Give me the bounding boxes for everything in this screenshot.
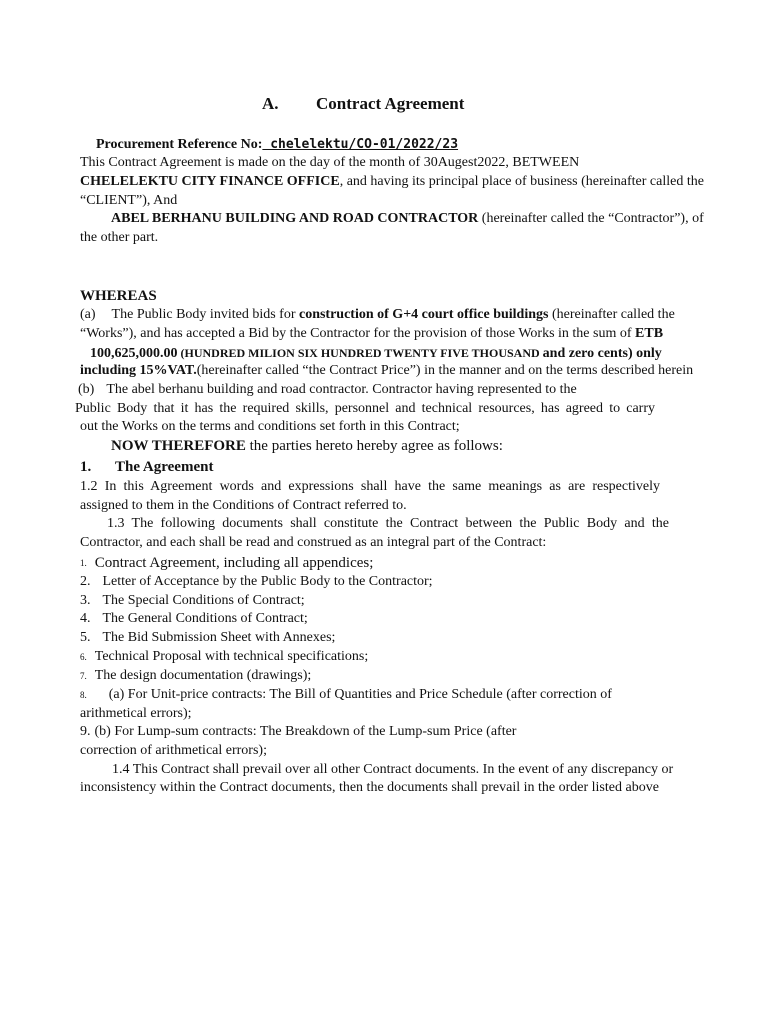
document-text: The General Conditions of Contract; xyxy=(102,611,308,626)
whereas-a-line-1 xyxy=(80,306,675,324)
section-1-title: The Agreement xyxy=(115,459,214,475)
whereas-a-line-3 xyxy=(90,344,662,363)
whereas-b-text: The abel berhanu building and road contractor. Contractor having represented to the xyxy=(106,382,577,397)
document-number: 8. xyxy=(80,690,87,700)
currency-label: ETB xyxy=(635,326,664,341)
document-text: The Bid Submission Sheet with Annexes; xyxy=(102,630,336,645)
document-number: 5. xyxy=(80,630,91,645)
contractor-name: ABEL BERHANU BUILDING AND ROAD CONTRACTOR xyxy=(111,211,479,226)
clause-1-3-line-2: Contractor, and each shall be read and construed as an integral part of the Contract: xyxy=(80,535,547,550)
section-1-number: 1. xyxy=(80,459,92,475)
contractor-line-rest: (hereinafter called the “Contractor”), of xyxy=(478,211,704,226)
document-text: The design documentation (drawings); xyxy=(94,668,312,683)
whereas-a-text-post: (hereinafter called the xyxy=(548,307,675,322)
client-line-rest: , and having its principal place of business (hereinafter called the xyxy=(339,174,704,189)
section-letter: A. xyxy=(262,94,279,113)
whereas-b-line-1 xyxy=(78,381,577,399)
intro-contractor-line xyxy=(111,210,704,228)
page-title: Contract Agreement xyxy=(316,94,465,113)
document-item-7 xyxy=(80,667,311,685)
contract-amount-words: (HUNDRED MILION SIX HUNDRED TWENTY FIVE THOUSAND xyxy=(177,346,543,360)
whereas-a-text: The Public Body invited bids for xyxy=(111,307,299,322)
whereas-a-line2-text: “Works”), and has accepted a Bid by the Contractor for the provision of those Works in the sum of xyxy=(80,326,636,341)
clause-1-4-line-1: 1.4 This Contract shall prevail over all other Contract documents. In the event of any discrepancy or xyxy=(112,762,674,777)
document-item-6 xyxy=(80,648,368,666)
contract-amount: 100,625,000.00 xyxy=(90,346,178,361)
clause-1-4-line-2: inconsistency within the Contract documents, then the documents shall prevail in the order listed above xyxy=(80,780,659,795)
document-number: 3. xyxy=(80,593,91,608)
intro-line-1: This Contract Agreement is made on the day of the month of 30Augest2022, BETWEEN xyxy=(80,155,580,170)
document-item-8 xyxy=(80,686,646,704)
now-therefore xyxy=(111,437,503,455)
contract-price-note: (hereinafter called “the Contract Price”) in the manner and on the terms described herein xyxy=(196,363,694,378)
whereas-a-line-4 xyxy=(80,362,693,380)
document-item-3 xyxy=(80,592,305,610)
intro-contractor-end: the other part. xyxy=(80,230,159,245)
now-therefore-text: the parties hereto hereby agree as follows: xyxy=(245,438,503,454)
document-item-9 xyxy=(80,723,516,741)
document-number: 9. xyxy=(80,724,91,739)
document-item-1 xyxy=(80,554,373,573)
intro-client-line xyxy=(80,173,704,191)
vat-note: including 15%VAT. xyxy=(80,363,197,378)
works-name: construction of G+4 court office buildings xyxy=(298,307,549,322)
document-text: Technical Proposal with technical specifications; xyxy=(94,649,369,664)
contract-amount-end: and zero cents) only xyxy=(542,346,662,361)
whereas-a-line-2 xyxy=(80,325,663,343)
procurement-reference xyxy=(96,136,458,154)
reference-value: chelelektu/CO-01/2022/23 xyxy=(262,137,459,152)
document-item-9-cont: correction of arithmetical errors); xyxy=(80,743,267,758)
document-item-4 xyxy=(80,610,308,628)
intro-client-end: “CLIENT”), And xyxy=(80,193,178,208)
document-text: Contract Agreement, including all appendices; xyxy=(94,555,374,571)
clause-1-2-line-1: 1.2 In this Agreement words and expressions shall have the same meanings as are respectively xyxy=(80,479,660,494)
document-item-8-cont: arithmetical errors); xyxy=(80,706,192,721)
clause-1-2-line-2: assigned to them in the Conditions of Contract referred to. xyxy=(80,498,407,513)
document-item-2 xyxy=(80,573,433,591)
whereas-heading: WHEREAS xyxy=(80,288,157,304)
document-text: Letter of Acceptance by the Public Body to the Contractor; xyxy=(102,574,433,589)
document-number: 6. xyxy=(80,652,87,662)
whereas-a-marker: (a) xyxy=(80,307,96,322)
document-text: The Special Conditions of Contract; xyxy=(102,593,305,608)
document-item-5 xyxy=(80,629,335,647)
document-number: 7. xyxy=(80,671,87,681)
now-therefore-label: NOW THEREFORE xyxy=(111,438,246,454)
document-number: 1. xyxy=(80,558,87,568)
document-number: 4. xyxy=(80,611,91,626)
clause-1-3-line-1: 1.3 The following documents shall constitute the Contract between the Public Body and the xyxy=(107,516,669,531)
whereas-b-line-3: out the Works on the terms and conditions set forth in this Contract; xyxy=(80,419,460,434)
document-text: (b) For Lump-sum contracts: The Breakdown of the Lump-sum Price (after xyxy=(94,724,517,739)
document-number: 2. xyxy=(80,574,91,589)
whereas-b-line-2: Public Body that it has the required skills, personnel and technical resources, has agreed to carry xyxy=(75,401,655,416)
whereas-b-marker: (b) xyxy=(78,382,95,397)
client-name: CHELELEKTU CITY FINANCE OFFICE xyxy=(80,174,340,189)
reference-label: Procurement Reference No: xyxy=(96,137,263,152)
document-text: (a) For Unit-price contracts: The Bill of Quantities and Price Schedule (after correction of xyxy=(108,687,612,702)
